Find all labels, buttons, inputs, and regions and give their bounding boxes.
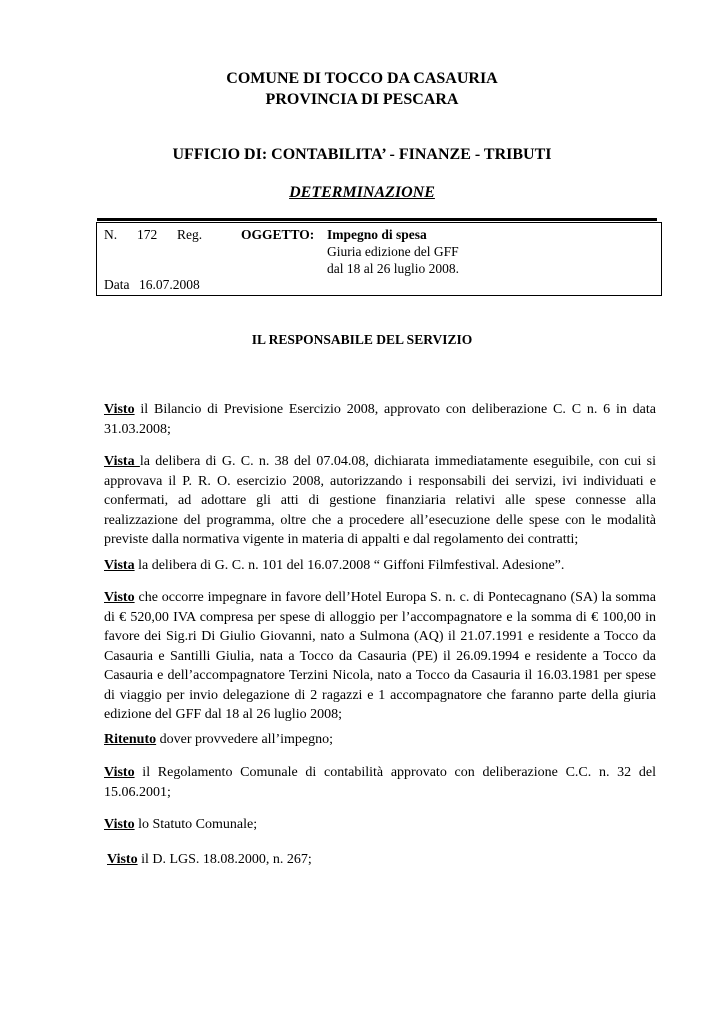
keyword: Visto	[107, 852, 138, 867]
data-value: 16.07.2008	[139, 277, 200, 292]
data-label: Data	[104, 277, 130, 292]
number-value: 172	[137, 227, 158, 242]
header-provincia: PROVINCIA DI PESCARA	[265, 91, 459, 108]
keyword: Vista	[104, 454, 140, 469]
paragraph-regolamento	[104, 763, 656, 802]
header-office: UFFICIO DI: CONTABILITA’ - FINANZE - TRIBUTI	[172, 146, 552, 163]
paragraph-dlgs	[107, 850, 659, 870]
paragraph-text: la delibera di G. C. n. 101 del 16.07.2008 “ Giffoni Filmfestival. Adesione”.	[134, 558, 565, 573]
document-type: DETERMINAZIONE	[289, 184, 435, 201]
paragraph-impegno	[104, 588, 656, 725]
keyword: Visto	[104, 402, 135, 417]
oggetto-label: OGGETTO:	[241, 227, 315, 242]
paragraph-pro	[104, 452, 656, 550]
paragraph-text: il Regolamento Comunale di contabilità approvato con deliberazione C.C. n. 32 del 15.06.2001;	[104, 765, 656, 800]
paragraph-text: il D. LGS. 18.08.2000, n. 267;	[137, 852, 312, 867]
oggetto-line2: Giuria edizione del GFF	[327, 244, 459, 259]
paragraph-ritenuto	[104, 730, 656, 750]
paragraph-text: lo Statuto Comunale;	[134, 817, 258, 832]
reg-label: Reg.	[177, 227, 203, 242]
paragraph-text: il Bilancio di Previsione Esercizio 2008, approvato con deliberazione C. C n. 6 in data 31.03.2008;	[104, 402, 656, 437]
keyword: Vista	[104, 558, 135, 573]
paragraph-bilancio	[104, 400, 656, 439]
header-comune: COMUNE DI TOCCO DA CASAURIA	[226, 70, 498, 87]
paragraph-text: dover provvedere all’impegno;	[156, 732, 334, 747]
paragraph-text: la delibera di G. C. n. 38 del 07.04.08, dichiarata immediatamente eseguibile, con cui si approvava il P. R. O. esercizio 2008, autorizzando i responsabili dei servizi, ivi individuati e confermati, ad adottare gli atti di gestione finanziaria relativi alle spese connesse alla realizzazione del programma, oltre che a procedere all’esecuzione delle spese con le modalità previste dalla normativa vigente in materia di appalti e dal regolamento dei contratti;	[104, 454, 656, 547]
keyword: Visto	[104, 590, 135, 605]
oggetto-line3: dal 18 al 26 luglio 2008.	[327, 261, 459, 276]
section-title: IL RESPONSABILE DEL SERVIZIO	[251, 332, 473, 347]
number-label: N.	[104, 227, 118, 242]
box-top-rule	[97, 218, 657, 221]
paragraph-text: che occorre impegnare in favore dell’Hotel Europa S. n. c. di Pontecagnano (SA) la somma di € 520,00 IVA compresa per spese di alloggio per l’accompagnatore e la somma di € 100,00 in favore dei Sig.ri Di Giulio Giovanni, nato a Sulmona (AQ) il 21.07.1991 e residente a Tocco da Casauria e Santilli Giulia, nata a Tocco da Casauria (PE) il 26.09.1994 e residente a Tocco da Casauria e dell’accompagnatore Terzini Nicola, nato a Tocco da Casauria il 16.03.1981 per spese di viaggio per invio delegazione di 2 ragazzi e 1 accompagnatore che faranno parte della giuria edizione del GFF dal 18 al 26 luglio 2008;	[104, 590, 656, 722]
header-box	[96, 222, 662, 296]
paragraph-giffoni	[104, 556, 656, 576]
keyword: Visto	[104, 817, 135, 832]
keyword: Visto	[104, 765, 135, 780]
oggetto-title: Impegno di spesa	[327, 227, 427, 242]
paragraph-statuto	[104, 815, 656, 835]
keyword: Ritenuto	[104, 732, 157, 747]
